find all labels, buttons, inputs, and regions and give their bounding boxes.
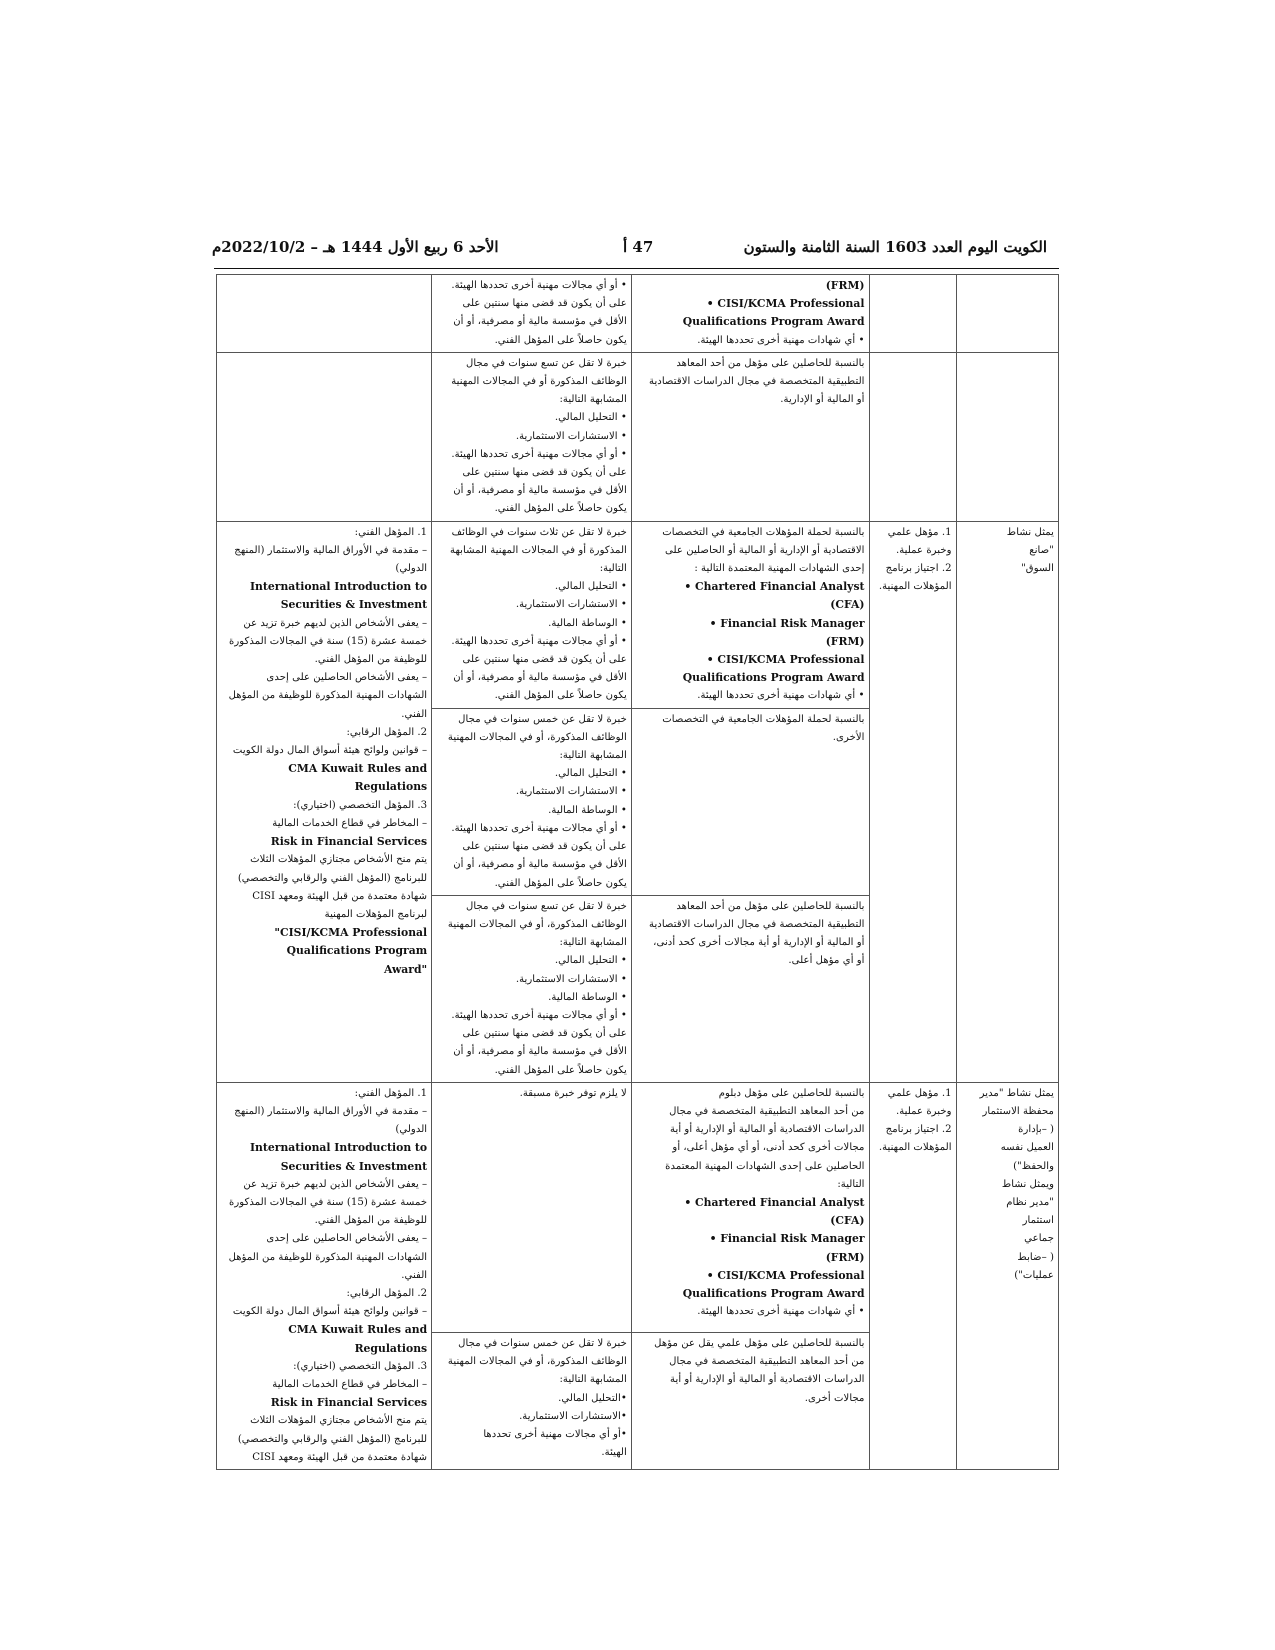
qualifications-table	[216, 274, 1059, 1470]
text-line: – يعفى الأشخاص الذين لديهم خبرة تزيد عن	[243, 617, 428, 629]
text-line: خبرة لا تقل عن تسع سنوات في مجال	[465, 357, 627, 369]
text-line: • الاستشارات الاستثمارية.	[515, 973, 627, 985]
experience-cell	[432, 521, 632, 708]
table-row	[217, 1082, 1059, 1332]
gazette-issue-title: الكويت اليوم العدد 1603 السنة الثامنة والستون	[743, 238, 1047, 256]
english-line: • Chartered Financial Analyst	[684, 580, 865, 594]
exam-cell	[217, 1082, 432, 1469]
exam-cell	[217, 275, 432, 353]
exam-cell	[217, 521, 432, 1082]
text-line: على أن يكون قد قضى منها سنتين على	[462, 654, 627, 666]
text-line: يكون حاصلاً على المؤهل الفني.	[494, 334, 627, 346]
text-line: يكون حاصلاً على المؤهل الفني.	[494, 503, 627, 515]
gazette-date: الأحد 6 ربيع الأول 1444 هـ – 2022/10/2م	[212, 238, 499, 256]
text-line: العميل نفسه	[1000, 1142, 1054, 1154]
english-line: (FRM)	[825, 1250, 865, 1264]
english-line: Securities & Investment	[280, 598, 428, 612]
text-line: – المخاطر في قطاع الخدمات المالية	[272, 817, 428, 829]
table-body	[217, 275, 1059, 1470]
qualification-cell	[631, 521, 869, 708]
qualification-cell	[631, 1332, 869, 1469]
text-line: الاقتصادية أو الإدارية أو المالية أو الحاصلين على	[665, 544, 865, 556]
english-line: (CFA)	[830, 1214, 865, 1228]
text-line: • أي شهادات مهنية أخرى تحددها الهيئة.	[697, 334, 865, 346]
text-line: للبرنامج (المؤهل الفني والرقابي والتخصصي)	[237, 872, 428, 884]
english-line: Securities & Investment	[280, 1159, 428, 1173]
text-line: 1. مؤهل علمي	[887, 526, 952, 538]
text-line: بالنسبة للحاصلين على مؤهل دبلوم	[718, 1087, 865, 1099]
text-line: – المخاطر في قطاع الخدمات المالية	[272, 1378, 428, 1390]
english-line: • Chartered Financial Analyst	[684, 1195, 865, 1209]
text-line: • الاستشارات الاستثمارية.	[515, 786, 627, 798]
text-line: الأقل في مؤسسة مالية أو مصرفية، أو أن	[453, 1046, 627, 1058]
english-line: • Financial Risk Manager	[709, 1232, 865, 1246]
activity-cell	[956, 1082, 1058, 1469]
text-line: • التحليل المالي.	[554, 768, 627, 780]
text-line: 1. مؤهل علمي	[887, 1087, 952, 1099]
text-line: المذكورة أو في المجالات المهنية المشابهة	[449, 544, 627, 556]
text-line: الأقل في مؤسسة مالية أو مصرفية، أو أن	[453, 485, 627, 497]
requirements-cell	[869, 521, 956, 1082]
text-line: – قوانين ولوائح هيئة أسواق المال دولة الكويت	[232, 745, 428, 757]
qualification-cell	[631, 1082, 869, 1332]
text-line: التالية:	[837, 1178, 865, 1190]
text-line: المشابهة التالية:	[559, 937, 627, 949]
english-line: (FRM)	[825, 634, 865, 648]
text-line: 3. المؤهل التخصصي (اختياري):	[293, 1360, 428, 1372]
text-line: والحفظ")	[1013, 1160, 1054, 1172]
qualification-cell	[631, 895, 869, 1082]
text-line: • أو أي مجالات مهنية أخرى تحددها الهيئة.	[451, 280, 627, 291]
english-line: Risk in Financial Services	[270, 1396, 428, 1410]
text-line: • أو أي مجالات مهنية أخرى تحددها الهيئة.	[451, 822, 627, 834]
english-line: • Financial Risk Manager	[709, 616, 865, 630]
text-line: الفني.	[401, 1269, 428, 1281]
english-line: CMA Kuwait Rules and	[288, 1323, 428, 1337]
text-line: على أن يكون قد قضى منها سنتين على	[462, 467, 627, 479]
text-line: • الوساطة المالية.	[548, 617, 627, 629]
text-line: • الوساطة المالية.	[548, 804, 627, 816]
text-line: 2. المؤهل الرقابي:	[346, 726, 428, 738]
text-line: أو أي مؤهل أعلى.	[788, 955, 865, 967]
text-line: بالنسبة للحاصلين على مؤهل من أحد المعاهد	[676, 900, 865, 912]
text-line: 3. المؤهل التخصصي (اختياري):	[293, 799, 428, 811]
english-line: Risk in Financial Services	[270, 835, 428, 849]
text-line: •الاستشارات الاستثمارية.	[519, 1410, 627, 1422]
page-number: 47 أ	[623, 238, 654, 256]
text-line: 1. المؤهل الفني:	[354, 526, 428, 538]
text-line: الشهادات المهنية المذكورة للوظيفة من المؤهل	[228, 690, 428, 702]
activity-cell	[956, 521, 1058, 1082]
text-line: يكون حاصلاً على المؤهل الفني.	[494, 1064, 627, 1076]
text-line: أو المالية أو الإدارية.	[780, 394, 865, 406]
text-line: • أو أي مجالات مهنية أخرى تحددها الهيئة.	[451, 448, 627, 460]
text-line: الدراسات الاقتصادية أو المالية أو الإدارية أو أية	[670, 1124, 865, 1136]
text-line: "صانع	[1029, 544, 1054, 556]
text-line: الدراسات الاقتصادية أو المالية أو الإدارية أو أية	[670, 1374, 865, 1386]
text-line: • الاستشارات الاستثمارية.	[515, 599, 627, 611]
english-line: • CISI/KCMA Professional	[706, 1268, 865, 1282]
text-line: خمسة عشرة (15) سنة في المجالات المذكورة	[229, 1196, 428, 1208]
text-line: التطبيقية المتخصصة في مجال الدراسات الاقتصادية	[648, 376, 865, 388]
qualification-cell	[631, 275, 869, 353]
english-line: International Introduction to	[250, 580, 428, 594]
text-line: يمثل نشاط	[1006, 526, 1054, 538]
english-line: International Introduction to	[250, 1141, 428, 1155]
text-line: بالنسبة للحاصلين على مؤهل علمي يقل عن مؤهل	[654, 1337, 865, 1349]
text-line: للبرنامج (المؤهل الفني والرقابي والتخصصي)	[237, 1433, 428, 1445]
experience-cell	[432, 275, 632, 353]
english-line: Regulations	[354, 780, 428, 794]
text-line: – مقدمة في الأوراق المالية والاستثمار (المنهج	[234, 544, 428, 556]
text-line: المشابهة التالية:	[559, 1374, 627, 1386]
text-line: – يعفى الأشخاص الحاصلين على إحدى	[266, 1233, 428, 1245]
requirements-cell	[869, 275, 956, 353]
text-line: المؤهلات المهنية.	[878, 581, 952, 593]
text-line: – يعفى الأشخاص الحاصلين على إحدى	[266, 672, 428, 684]
english-line: CMA Kuwait Rules and	[288, 762, 428, 776]
english-line: (FRM)	[825, 279, 865, 292]
text-line: 2. المؤهل الرقابي:	[346, 1287, 428, 1299]
text-line: – يعفى الأشخاص الذين لديهم خبرة تزيد عن	[243, 1178, 428, 1190]
exam-cell	[217, 352, 432, 521]
text-line: على أن يكون قد قضى منها سنتين على	[462, 841, 627, 853]
text-line: بالنسبة للحاصلين على مؤهل من أحد المعاهد	[676, 357, 865, 369]
english-line: • CISI/KCMA Professional	[706, 653, 865, 667]
text-line: يكون حاصلاً على المؤهل الفني.	[494, 690, 627, 702]
text-line: – مقدمة في الأوراق المالية والاستثمار (المنهج	[234, 1105, 428, 1117]
text-line: لبرنامج المؤهلات المهنية	[324, 908, 428, 920]
table-row	[217, 521, 1059, 708]
experience-cell	[432, 1082, 632, 1332]
english-line: Qualifications Program Award	[682, 315, 865, 329]
text-line: من أحد المعاهد التطبيقية المتخصصة في مجال	[669, 1356, 865, 1368]
qualification-cell	[631, 708, 869, 895]
text-line: الفني.	[401, 708, 428, 720]
text-line: •أو أي مجالات مهنية أخرى تحددها	[483, 1428, 627, 1440]
text-line: – قوانين ولوائح هيئة أسواق المال دولة الكويت	[232, 1306, 428, 1318]
text-line: الحاصلين على إحدى الشهادات المهنية المعتمدة	[665, 1160, 865, 1172]
text-line: • التحليل المالي.	[554, 412, 627, 424]
text-line: الدولي)	[395, 563, 428, 575]
text-line: الأقل في مؤسسة مالية أو مصرفية، أو أن	[453, 316, 627, 328]
text-line: الوظائف المذكورة، أو في المجالات المهنية	[447, 1356, 627, 1368]
text-line: مجالات أخرى كحد أدنى، أو أي مؤهل أعلى، أو	[672, 1142, 865, 1154]
text-line: • التحليل المالي.	[554, 581, 627, 593]
text-line: التطبيقية المتخصصة في مجال الدراسات الاقتصادية	[648, 918, 865, 930]
text-line: التالية:	[599, 563, 627, 575]
text-line: شهادة معتمدة من قبل الهيئة ومعهد CISI	[252, 890, 428, 902]
text-line: "مدير نظام	[1006, 1196, 1054, 1208]
text-line: يكون حاصلاً على المؤهل الفني.	[494, 877, 627, 889]
text-line: مجالات أخرى.	[804, 1392, 865, 1404]
text-line: عمليات")	[1014, 1269, 1054, 1281]
text-line: خبرة لا تقل عن خمس سنوات في مجال	[458, 1337, 627, 1349]
english-line: • CISI/KCMA Professional	[706, 297, 865, 311]
text-line: المؤهلات المهنية.	[878, 1142, 952, 1154]
experience-cell	[432, 895, 632, 1082]
text-line: • أو أي مجالات مهنية أخرى تحددها الهيئة.	[451, 1009, 627, 1021]
requirements-cell	[869, 352, 956, 521]
text-line: • أي شهادات مهنية أخرى تحددها الهيئة.	[697, 690, 865, 702]
text-line: خبرة لا تقل عن ثلاث سنوات في الوظائف	[451, 526, 627, 538]
text-line: بالنسبة لحملة المؤهلات الجامعية في التخصصات	[662, 526, 865, 538]
text-line: الوظائف المذكورة، أو في المجالات المهنية	[447, 918, 627, 930]
text-line: للوظيفة من المؤهل الفني.	[314, 1215, 428, 1227]
text-line: المشابهة التالية:	[559, 394, 627, 406]
text-line: الدولي)	[395, 1124, 428, 1136]
english-line: Award"	[384, 962, 428, 976]
text-line: شهادة معتمدة من قبل الهيئة ومعهد CISI	[252, 1451, 428, 1463]
english-line: Regulations	[354, 1341, 428, 1355]
text-line: محفظة الاستثمار	[982, 1105, 1054, 1117]
experience-cell	[432, 352, 632, 521]
text-line: السوق"	[1021, 563, 1054, 575]
text-line: • الاستشارات الاستثمارية.	[515, 430, 627, 442]
text-line: ( –بإدارة	[1018, 1124, 1054, 1136]
text-line: الأقل في مؤسسة مالية أو مصرفية، أو أن	[453, 859, 627, 871]
text-line: جماعي	[1024, 1233, 1054, 1245]
text-line: •التحليل المالي.	[558, 1392, 627, 1404]
text-line: الوظائف المذكورة، أو في المجالات المهنية	[447, 731, 627, 743]
activity-cell	[956, 352, 1058, 521]
text-line: الوظائف المذكورة أو في المجالات المهنية	[451, 376, 627, 388]
text-line: • التحليل المالي.	[554, 955, 627, 967]
text-line: • أي شهادات مهنية أخرى تحددها الهيئة.	[697, 1306, 865, 1318]
text-line: المشابهة التالية:	[559, 750, 627, 762]
text-line: استثمار	[1022, 1215, 1054, 1227]
table-row	[217, 352, 1059, 521]
text-line: أو المالية أو الإدارية أو أية مجالات أخرى كحد أدنى،	[653, 937, 865, 949]
text-line: إحدى الشهادات المهنية المعتمدة التالية :	[694, 563, 865, 575]
english-line: "CISI/KCMA Professional	[274, 926, 428, 940]
text-line: يتم منح الأشخاص مجتازي المؤهلات الثلاث	[250, 854, 428, 866]
text-line: ويمثل نشاط	[1001, 1178, 1054, 1190]
text-line: 2. اجتياز برنامج	[885, 1124, 952, 1136]
experience-cell	[432, 1332, 632, 1469]
text-line: يتم منح الأشخاص مجتازي المؤهلات الثلاث	[250, 1415, 428, 1427]
text-line: • الوساطة المالية.	[548, 991, 627, 1003]
english-line: Qualifications Program Award	[682, 671, 865, 685]
text-line: 2. اجتياز برنامج	[885, 563, 952, 575]
text-line: ( –ضابط	[1017, 1251, 1054, 1263]
table-row	[217, 275, 1059, 353]
header-rule	[214, 268, 1059, 269]
text-line: خبرة لا تقل عن خمس سنوات في مجال	[458, 713, 627, 725]
text-line: لا يلزم توفر خبرة مسبقة.	[519, 1087, 627, 1099]
text-line: الأخرى.	[832, 731, 865, 743]
text-line: بالنسبة لحملة المؤهلات الجامعية في التخصصات	[662, 713, 865, 725]
text-line: من أحد المعاهد التطبيقية المتخصصة في مجال	[669, 1105, 865, 1117]
text-line: وخبرة عملية.	[895, 1105, 952, 1117]
requirements-cell	[869, 1082, 956, 1469]
text-line: الشهادات المهنية المذكورة للوظيفة من المؤهل	[228, 1251, 428, 1263]
english-line: Qualifications Program Award	[682, 1286, 865, 1300]
text-line: وخبرة عملية.	[895, 544, 952, 556]
experience-cell	[432, 708, 632, 895]
text-line: يمثل نشاط "مدير	[979, 1087, 1054, 1099]
english-line: Qualifications Program	[286, 944, 428, 958]
text-line: • أو أي مجالات مهنية أخرى تحددها الهيئة.	[451, 635, 627, 647]
qualification-cell	[631, 352, 869, 521]
text-line: الهيئة.	[601, 1447, 627, 1459]
text-line: الأقل في مؤسسة مالية أو مصرفية، أو أن	[453, 672, 627, 684]
text-line: على أن يكون قد قضى منها سنتين على	[462, 1028, 627, 1040]
text-line: 1. المؤهل الفني:	[354, 1087, 428, 1099]
text-line: خبرة لا تقل عن تسع سنوات في مجال	[465, 900, 627, 912]
activity-cell	[956, 275, 1058, 353]
text-line: للوظيفة من المؤهل الفني.	[314, 654, 428, 666]
text-line: على أن يكون قد قضى منها سنتين على	[462, 298, 627, 310]
english-line: (CFA)	[830, 598, 865, 612]
text-line: خمسة عشرة (15) سنة في المجالات المذكورة	[229, 635, 428, 647]
